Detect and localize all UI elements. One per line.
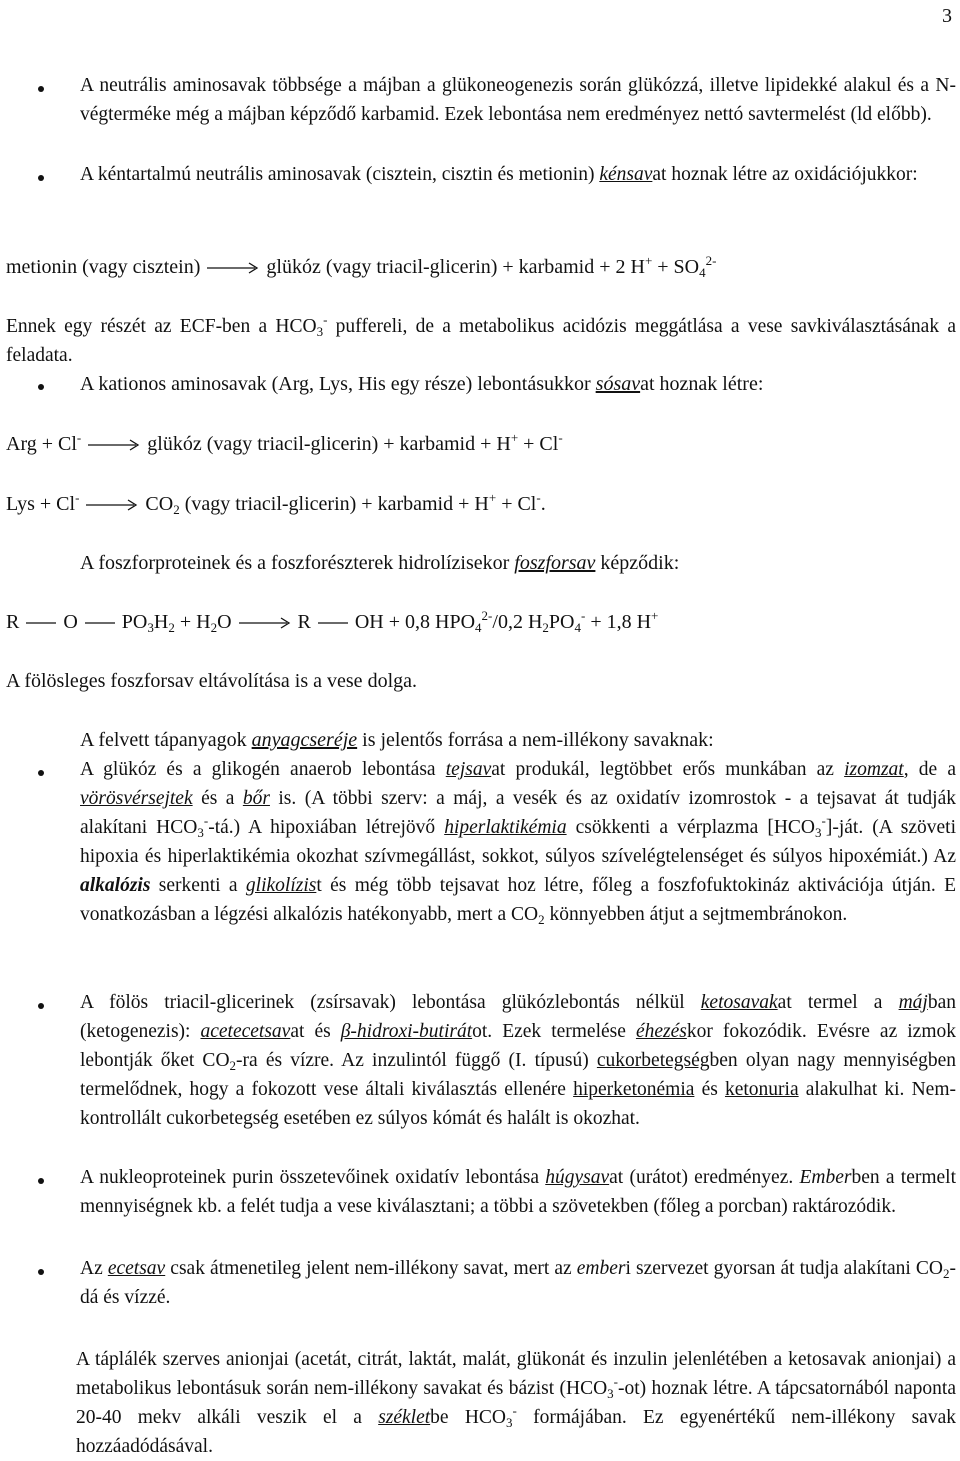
reaction-arrow-icon	[237, 617, 293, 629]
term-hiperlaktikemia: hiperlaktikémia	[444, 817, 567, 838]
term-szeklet: széklet	[378, 1407, 431, 1428]
equation-methionine: metionin (vagy cisztein) glükóz (vagy triacil-glicerin) + karbamid + 2 $H^+ + SO_4^{2-}$	[6, 253, 717, 280]
bullet-icon	[38, 770, 44, 776]
paragraph-cationic-aminoacids: A kationos aminosavak (Arg, Lys, His egy része) lebontásukkor sósavat hoznak létre:	[80, 373, 764, 395]
bullet-icon	[38, 1178, 44, 1184]
term-glikolizis: glikolízis	[245, 875, 317, 896]
paragraph-organic-anions: A táplálék szerves anionjai (acetát, citrát, laktát, malát, glükonát és inzulin jelenlétében a ketosavak anionjai) a metabolikus lebontásuk során nem-illékony savakat és bázist $(HCO_3^--ot)$ hoznak létre. A tápcsatornából naponta 20-40 mekv alkáli veszik el a székletbe $HCO_3^-$ formájában. Ez egyenértékű nem-illékony savak hozzáadódásával.	[76, 1349, 956, 1457]
term-izomzat: izomzat	[844, 759, 904, 780]
paragraph-acetic-acid: Az ecetsav csak átmenetileg jelent nem-illékony savat, mert az emberi szervezet gyorsan át tudja alakítani $CO_2-dá$ és vízzé.	[80, 1258, 956, 1308]
bullet-icon	[38, 1269, 44, 1275]
bullet-icon	[38, 175, 44, 181]
paragraph-glucose-lactic: A glükóz és a glikogén anaerob lebontása tejsavat produkál, legtöbbet erős munkában az izomzat, de a vörösvérsejtek és a bőr is. (A többi szerv: a máj, a vesék és az oxidatív izomrostok - a tejsavat át tudják alakítani $HCO_3^--tá$.) A hipoxiában létrejövő hiperlaktikémia csökkenti a vérplazma $[HCO_3^-]$-ját. (A szöveti hipoxia és hiperlaktikémia okozhat szívmegállást, sokkot, súlyos szívelégtelenséget és súlyos hipoxémiát.) Az alkalózis serkenti a glikolízist és még több tejsavat hoz létre, főleg a foszfofuktokináz aktivációja útján. E vonatkozásban a légzési alkalózis hatékonyabb, mert a $CO_2$ könnyebben átjut a sejtmembránokon.	[80, 759, 957, 927]
bullet-icon	[38, 1003, 44, 1009]
term-ember: Ember	[799, 1167, 852, 1188]
bullet-icon	[38, 86, 44, 92]
paragraph-phosphoric: A foszforproteinek és a foszforészterek hidrolízisekor foszforsav képződik:	[80, 552, 680, 574]
paragraph-neutral-aminoacids: A neutrális aminosavak többsége a májban a glükoneogenezis során glükózzá, illetve lipidekké alakul és a N-végterméke még a májban képződő karbamid. Ezek lebontása nem eredményez nettó savtermelést (ld előbb).	[80, 75, 956, 125]
equation-lysine: Lys + Cl- $CO_2$ (vagy triacil-glicerin) + karbamid + H+ + Cl-.	[6, 490, 546, 517]
paragraph-excess-phosphoric: A fölösleges foszforsav eltávolítása is a vese dolga.	[6, 670, 417, 692]
term-ember-2: ember	[576, 1258, 626, 1279]
bullet-icon	[38, 384, 44, 390]
bond-line-icon	[83, 617, 117, 629]
paragraph-nutrient-metabolism: A felvett tápanyagok anyagcseréje is jelentős forrása a nem-illékony savaknak:	[80, 729, 714, 751]
term-ketonuria: ketonuria	[724, 1079, 799, 1100]
term-hugysav: húgysav	[545, 1167, 610, 1188]
term-ehezes: éhezés	[635, 1021, 687, 1042]
reaction-arrow-icon	[86, 439, 142, 451]
term-foszforsav: foszforsav	[514, 552, 596, 574]
reaction-arrow-icon	[84, 499, 140, 511]
reaction-arrow-icon	[205, 262, 261, 274]
paragraph-ketoacids: A fölös triacil-glicerinek (zsírsavak) lebontása glükózlebontás nélkül ketosavakat termel a májban (ketogenezis): acetecetsavat és β-hidroxi-butirátot. Ezek termelése éhezéskor fokozódik. Evésre az izmok lebontják őket $CO_2-ra$ és vízre. Az inzulintól függő (I. típusú) cukorbetegségben olyan nagy mennyiségben termelődnek, hogy a fokozott vese általi kiválasztás ellenére hiperketonémia és ketonuria alakulhat ki. Nem-kontrollált cukorbetegség esetében ez súlyos kómát és halált is okozhat.	[80, 992, 956, 1129]
term-bor: bőr	[242, 788, 270, 809]
bond-line-icon	[316, 617, 350, 629]
term-alkalozis: alkalózis	[80, 875, 151, 896]
term-hidroxibutirat: β-hidroxi-butirát	[340, 1021, 473, 1042]
term-tejsav: tejsav	[445, 759, 492, 780]
term-cukorbetegseg: cukorbetegség	[596, 1050, 710, 1071]
term-kensav: kénsav	[599, 164, 653, 185]
term-ketosavak: ketosavak	[700, 992, 778, 1013]
term-acetecetsav: acetecetsav	[200, 1021, 291, 1042]
term-vorosversejtek: vörösvérsejtek	[80, 788, 193, 809]
term-maj: máj	[898, 992, 928, 1013]
equation-phosphate: R O $PO_3H_2 + H_2O$ R OH + 0,8 $HPO_4^{2-}/0,2$ $H_2PO_4^- + 1,8$ H+	[6, 608, 659, 635]
paragraph-sulfur-aminoacids: A kéntartalmú neutrális aminosavak (cisztein, cisztin és metionin) kénsavat hoznak létre az oxidációjukkor:	[80, 164, 918, 185]
term-sosav: sósav	[595, 373, 641, 395]
term-hiperketonemia: hiperketonémia	[573, 1079, 695, 1100]
bond-line-icon	[24, 617, 58, 629]
paragraph-ecf-buffer: Ennek egy részét az ECF-ben a $HCO_3^-$ puffereli, de a metabolikus acidózis meggátlása a vese savkiválasztásának a feladata.	[6, 312, 957, 366]
term-anyagcsere: anyagcseréje	[251, 729, 358, 751]
paragraph-uric-acid: A nukleoproteinek purin összetevőinek oxidatív lebontása húgysavat (urátot) eredményez. Emberben a termelt mennyiségnek kb. a felét tudja a vese kiválasztani; a többi a szövetekben (főleg a porcban) raktározódik.	[80, 1167, 956, 1217]
page-number: 3	[942, 5, 952, 27]
equation-arginine: Arg + Cl- glükóz (vagy triacil-glicerin) + karbamid + H+ + Cl-	[6, 430, 563, 455]
term-ecetsav: ecetsav	[107, 1258, 166, 1279]
